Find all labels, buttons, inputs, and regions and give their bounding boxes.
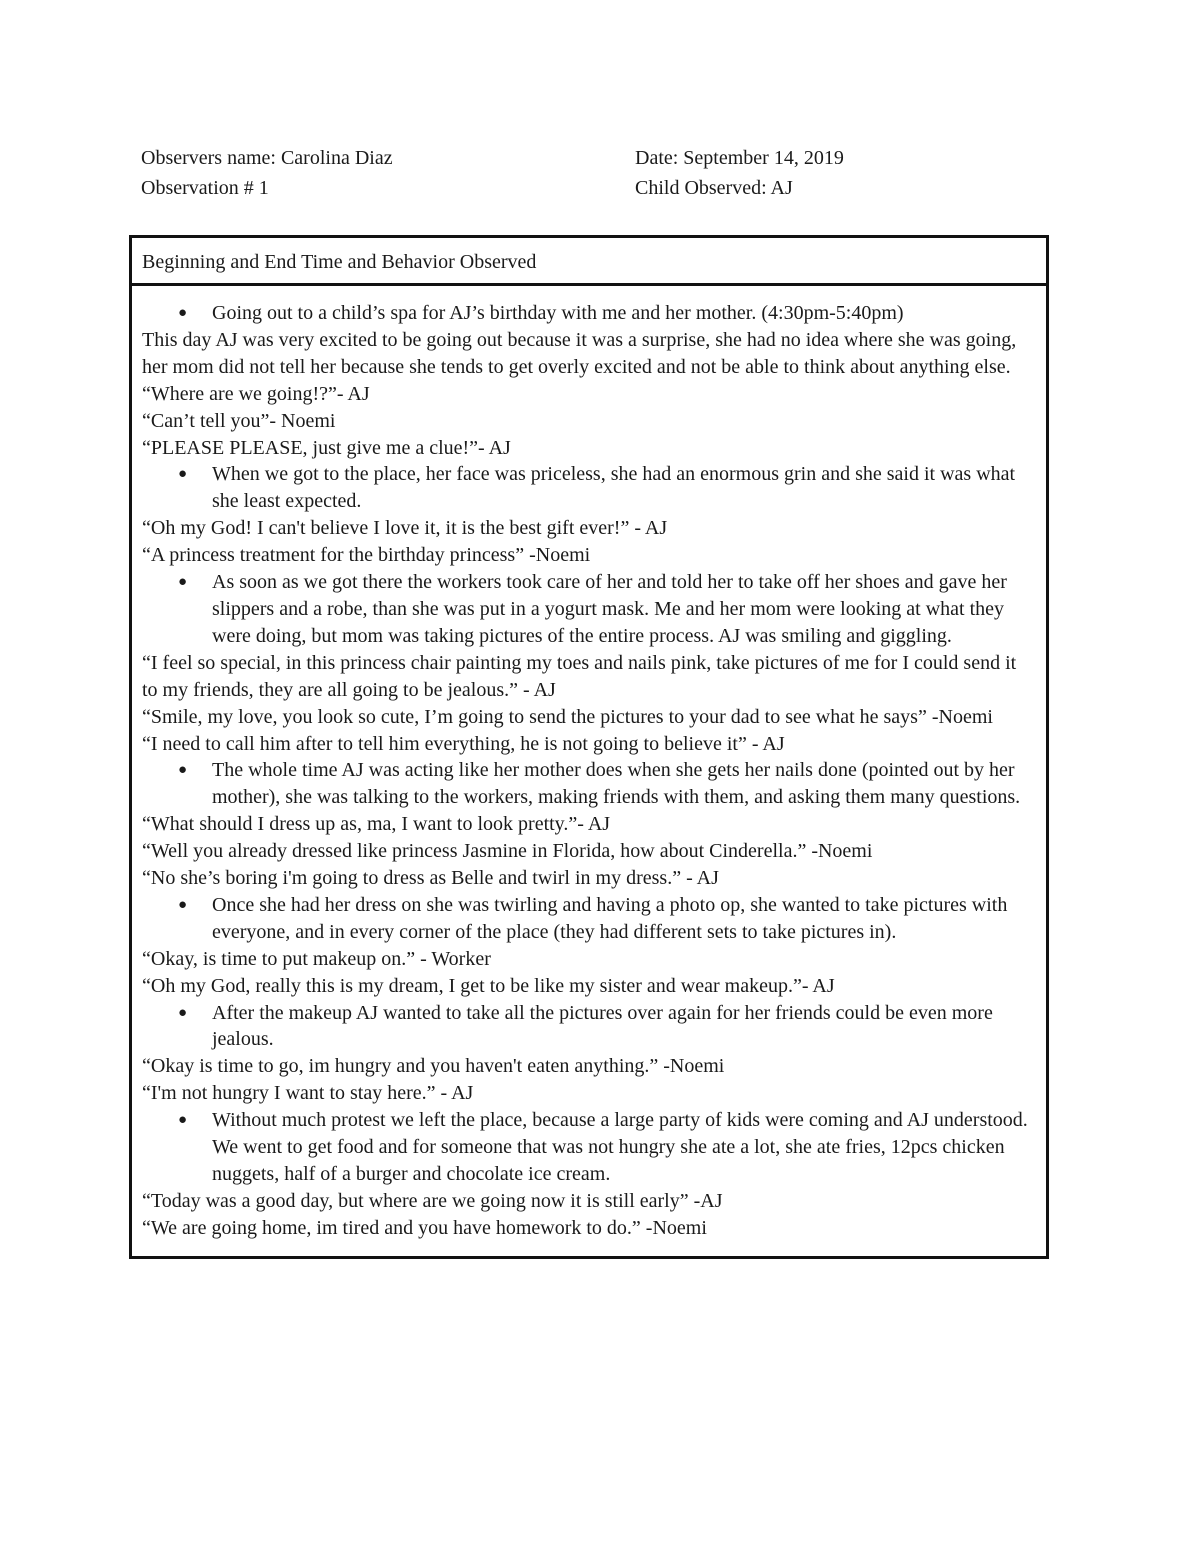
quote-line: “Oh my God, really this is my dream, I get to be like my sister and wear makeup.”- AJ [142, 974, 835, 997]
quote-line: “I feel so special, in this princess chair painting my toes and nails pink, take pictures of me for I could send it to my friends, they are all going to be jealous.” - AJ [142, 651, 1017, 701]
bullet-icon: ● [178, 466, 188, 483]
observation-date: Date: September 14, 2019 [635, 147, 844, 169]
bullet-item [142, 569, 1036, 650]
bullet-text: Without much protest we left the place, because a large party of kids were coming and AJ understood. We went to get food and for someone that was not hungry she ate a lot, she ate fries, 12pcs chicken nuggets, half of a burger and chocolate ice cream. [212, 1109, 1028, 1185]
quote-line: “We are going home, im tired and you have homework to do.” -Noemi [142, 1216, 707, 1239]
bullet-icon: ● [178, 896, 188, 913]
quote-line: “Smile, my love, you look so cute, I’m going to send the pictures to your dad to see what he says” -Noemi [142, 705, 993, 728]
quote-line: “What should I dress up as, ma, I want to look pretty.”- AJ [142, 813, 611, 836]
quote-line: “Okay, is time to put makeup on.” - Worker [142, 947, 491, 970]
observer-name: Observers name: Carolina Diaz [141, 147, 393, 169]
bullet-icon: ● [178, 574, 188, 591]
observation-header [141, 143, 1051, 203]
narrative-paragraph: This day AJ was very excited to be going out because it was a surprise, she had no idea where she was going, her mom did not tell her because she tends to get overly excited and not be able to think about anything else. [142, 328, 1017, 378]
bullet-text: Going out to a child’s spa for AJ’s birthday with me and her mother. (4:30pm-5:40pm) [212, 302, 904, 324]
quote-line: “Okay is time to go, im hungry and you haven't eaten anything.” -Noemi [142, 1055, 725, 1078]
table-body [132, 286, 1046, 1256]
quote-line: “No she’s boring i'm going to dress as Belle and twirl in my dress.” - AJ [142, 867, 719, 890]
bullet-icon: ● [178, 1112, 188, 1129]
bullet-item [142, 1107, 1036, 1188]
quote-line: “I need to call him after to tell him everything, he is not going to believe it” - AJ [142, 732, 785, 755]
quote-line: “Where are we going!?”- AJ [142, 382, 370, 405]
quote-line: “PLEASE PLEASE, just give me a clue!”- AJ [142, 436, 511, 459]
quote-line: “A princess treatment for the birthday princess” -Noemi [142, 544, 591, 567]
quote-line: “Can’t tell you”- Noemi [142, 409, 336, 432]
bullet-text: As soon as we got there the workers took care of her and told her to take off her shoes and gave her slippers and a robe, than she was put in a yogurt mask. Me and her mom were looking at what they were doing, but mom was taking pictures of the entire process. AJ was smiling and giggling. [212, 571, 1007, 647]
observation-table [129, 235, 1049, 1259]
quote-line: “Well you already dressed like princess Jasmine in Florida, how about Cinderella.” -Noemi [142, 840, 873, 863]
bullet-icon: ● [178, 305, 188, 321]
bullet-item [142, 1000, 1036, 1054]
quote-line: “Oh my God! I can't believe I love it, it is the best gift ever!” - AJ [142, 517, 668, 540]
header-row-2 [141, 173, 1051, 203]
quote-line: “Today was a good day, but where are we going now it is still early” -AJ [142, 1189, 723, 1212]
quote-line: “I'm not hungry I want to stay here.” - AJ [142, 1082, 474, 1105]
bullet-item [142, 461, 1036, 515]
bullet-icon: ● [178, 1004, 188, 1021]
bullet-item [142, 757, 1036, 811]
bullet-text: The whole time AJ was acting like her mother does when she gets her nails done (pointed out by her mother), she was talking to the workers, making friends with them, and asking them many questions. [212, 759, 1021, 809]
bullet-icon: ● [178, 762, 188, 779]
header-row-1 [141, 143, 1051, 173]
bullet-text: Once she had her dress on she was twirling and having a photo op, she wanted to take pictures with everyone, and in every corner of the place (they had different sets to take pictures in). [212, 893, 1008, 943]
bullet-item [142, 892, 1036, 946]
bullet-item [142, 300, 1036, 327]
table-heading: Beginning and End Time and Behavior Observed [132, 238, 1046, 286]
bullet-text: After the makeup AJ wanted to take all the pictures over again for her friends could be even more jealous. [212, 1001, 993, 1051]
bullet-text: When we got to the place, her face was priceless, she had an enormous grin and she said it was what she least expected. [212, 463, 1016, 513]
observation-number: Observation # 1 [141, 177, 269, 199]
child-observed: Child Observed: AJ [635, 177, 793, 199]
